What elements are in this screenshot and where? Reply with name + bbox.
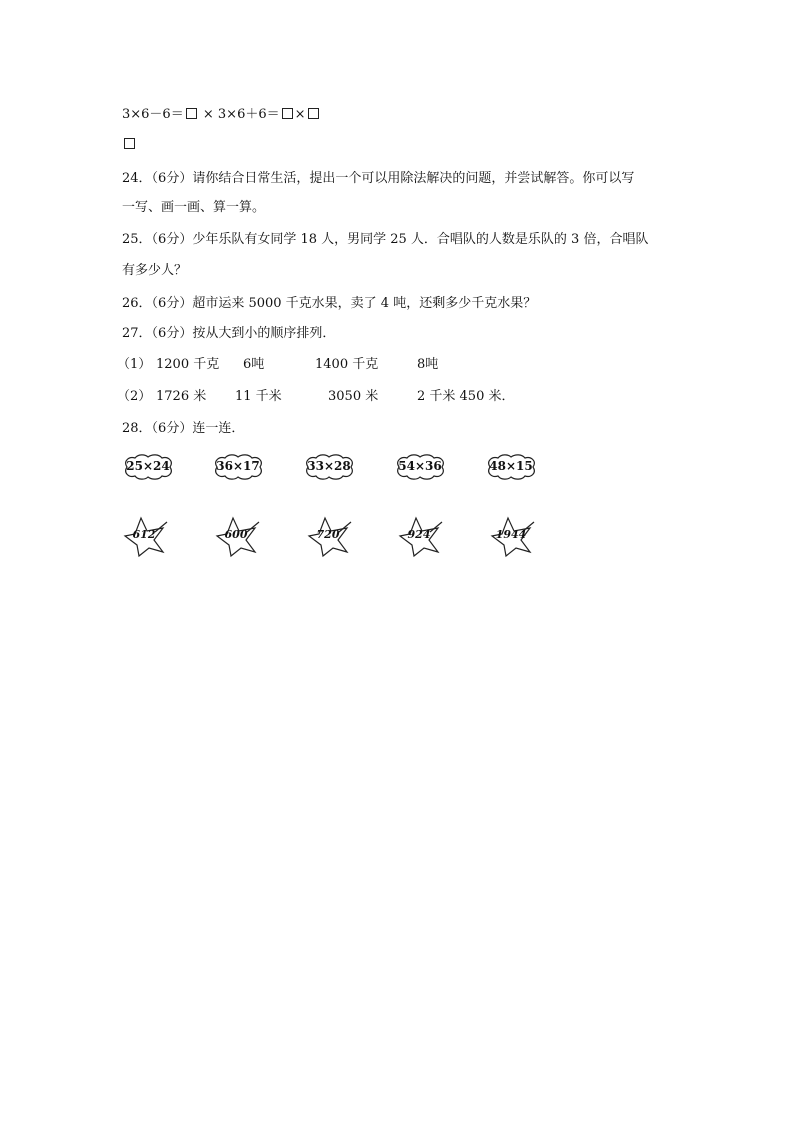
multiply-sign: × — [294, 107, 306, 122]
question-27-row2-item: 3050 米 — [328, 389, 379, 404]
result-text: 924 — [407, 528, 431, 541]
question-25-line-1: 25．（6分）少年乐队有女同学 18 人，男同学 25 人．合唱队的人数是乐队的 3 倍，合唱队 — [122, 232, 649, 247]
expression-text: 25×24 — [126, 459, 170, 473]
result-leaf[interactable] — [305, 514, 355, 558]
expression-text: 48×15 — [489, 459, 533, 473]
result-leaf[interactable] — [121, 514, 171, 558]
result-text: 720 — [316, 528, 340, 541]
answer-box[interactable] — [308, 108, 319, 119]
expression-cloud[interactable] — [302, 453, 356, 481]
question-27-row1-item: 6吨 — [243, 357, 265, 372]
question-25-line-2: 有多少人？ — [122, 263, 188, 278]
expression-text: 33×28 — [307, 459, 351, 473]
answer-box[interactable] — [186, 108, 197, 119]
multiply-sign: × — [202, 107, 214, 122]
question-27-row1-item: 1200 千克 — [156, 357, 220, 372]
question-24-line-2: 一写、画一画、算一算。 — [122, 200, 266, 215]
expression-cloud[interactable] — [211, 453, 265, 481]
question-27-title: 27．（6分）按从大到小的顺序排列． — [122, 326, 336, 341]
question-27-row1-item: 8吨 — [417, 357, 439, 372]
expression-cloud[interactable] — [484, 453, 538, 481]
question-27-row2-label: （2） — [117, 389, 152, 404]
question-27-row2-item: 11 千米 — [235, 389, 282, 404]
equation-line — [122, 106, 321, 124]
expression-text: 54×36 — [398, 459, 442, 473]
result-text: 1944 — [495, 528, 527, 541]
answer-box-line — [122, 136, 137, 154]
result-leaf[interactable] — [488, 514, 538, 558]
expression-cloud[interactable] — [393, 453, 447, 481]
question-27-row1-item: 1400 千克 — [315, 357, 379, 372]
answer-box[interactable] — [282, 108, 293, 119]
result-text: 600 — [224, 528, 248, 541]
expression-cloud[interactable] — [121, 453, 175, 481]
equation-part-1: 3×6－6＝ — [122, 107, 184, 122]
question-24-line-1: 24．（6分）请你结合日常生活，提出一个可以用除法解决的问题，并尝试解答。你可以写 — [122, 171, 635, 186]
question-26: 26．（6分）超市运来 5000 千克水果，卖了 4 吨，还剩多少千克水果？ — [122, 296, 537, 311]
equation-part-2: 3×6＋6＝ — [217, 107, 280, 122]
answer-box[interactable] — [124, 138, 135, 149]
result-leaf[interactable] — [396, 514, 446, 558]
result-leaf[interactable] — [213, 514, 263, 558]
question-28-title: 28．（6分）连一连． — [122, 421, 245, 436]
question-27-row2-item: 1726 米 — [156, 389, 207, 404]
question-27-row2-item: 2 千米 450 米． — [417, 389, 515, 404]
expression-text: 36×17 — [216, 459, 260, 473]
question-27-row1-label: （1） — [117, 357, 152, 372]
result-text: 612 — [132, 528, 156, 541]
